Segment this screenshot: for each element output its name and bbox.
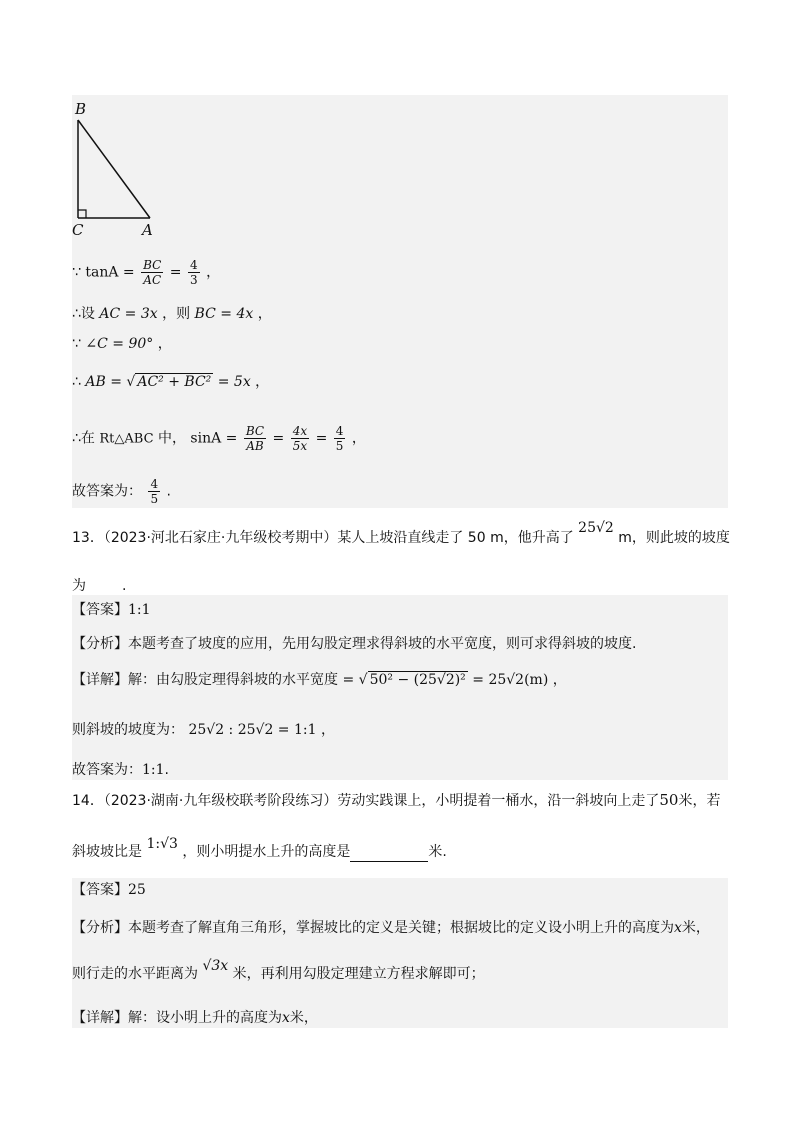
answer-blank[interactable] [86,579,122,596]
analysis-tag: 【分析】 [72,636,128,652]
answer-tag: 【答案】 [72,602,128,618]
height-value: 25√2 [578,520,614,536]
analysis-14-line2: 则行走的水平距离为 √3x 米，再利用勾股定理建立方程求解即可； [72,958,485,982]
question-13-line2: 为 . [72,578,127,594]
solution-panel-14 [72,878,728,1028]
answer-tag: 【答案】 [72,882,128,898]
question-text: （2023·湖南·九年级校联考阶段练习）劳动实践课上，小明提着一桶水，沿一斜坡向上走了 [103,793,660,809]
question-13: 13．（2023·河北石家庄·九年级校考期中）某人上坡沿直线走了 50 m，他升高了 25√2 m，则此坡的坡度 [72,520,730,546]
fraction-4-5: $\frac{4}{5}$ [150,477,159,506]
slope-value: 1:√3 [146,836,178,852]
detail-tag: 【详解】 [72,1010,128,1026]
right-triangle-figure [70,98,160,238]
final-13: 故答案为：1:1. [72,762,169,778]
expr-angle-c: ∠C = 90° [85,336,154,352]
detail-13: 【详解】解：由勾股定理得斜坡的水平宽度 = √ 50² − (25√2)² = 25√2(m) ， [72,672,567,688]
detail-14: 【详解】解：设小明上升的高度为x米， [72,1010,318,1026]
solution-line-ab: ∴ AB = √ AC² + BC² = 5x ， [72,374,270,390]
solution-line-sin: ∴在 Rt△ABC 中， sinA = $\frac{BC}{AB}$ = $\frac{4x}{5x}$ = $\frac{4}{5}$ ， [72,424,366,453]
solution-line-set-ac: ∴设 AC = 3x ，则 BC = 4x ， [72,306,272,322]
detail-tag: 【详解】 [72,672,128,688]
expr-bc: BC = 4x [194,306,254,322]
solution-line-tan: ∵ tanA = $\frac{BC}{AC}$ = $\frac{4}{3}$ ， [72,258,221,287]
answer-14: 【答案】25 [72,882,146,898]
fraction-bc-ac: $\frac{BC}{AC}$ [143,258,162,287]
question-number: 14． [72,793,104,809]
solution-line-angle-c: ∵ ∠C = 90° ， [72,336,172,352]
distance-value: 50 [659,791,679,809]
question-14: 14．（2023·湖南·九年级校联考阶段练习）劳动实践课上，小明提着一桶水，沿一斜坡向上走了50米，若 [72,791,721,809]
slope-ratio: 25√2 : 25√2 = 1:1 [188,722,317,738]
horizontal-distance-expr: √3x [202,958,229,974]
question-text: （2023·河北石家庄·九年级校考期中）某人上坡沿直线走了 50 m，他升高了 [103,530,574,546]
tan-expression: tanA = [85,264,135,281]
answer-13: 【答案】1:1 [72,602,151,618]
vertex-label-a: A [142,221,153,238]
ratio-13: 则斜坡的坡度为： 25√2 : 25√2 = 1:1 ， [72,722,335,738]
question-14-line2: 斜坡坡比是 1:√3 ，则小明提水上升的高度是 米. [72,836,447,860]
because-symbol: ∵ [72,264,81,281]
vertex-label-c: C [72,221,84,238]
vertex-label-b: B [75,100,87,118]
triangle-abc: Rt△ABC [99,431,154,447]
answer-blank[interactable] [350,845,428,862]
expr-ac: AC = 3x [99,306,158,322]
fraction-4-3: $\frac{4}{3}$ [189,258,198,287]
analysis-13: 【分析】本题考查了坡度的应用，先用勾股定理求得斜坡的水平宽度，则可求得斜坡的坡度. [72,636,637,652]
analysis-14: 【分析】本题考查了解直角三角形，掌握坡比的定义是关键；根据坡比的定义设小明上升的高度为x米， [72,920,710,936]
sqrt-width: 50² − (25√2)² [369,672,466,688]
solution-answer-12: 故答案为： $\frac{4}{5}$ . [72,477,171,506]
analysis-tag: 【分析】 [72,920,128,936]
sqrt-ac-bc: AC² + BC² [137,374,212,390]
question-number: 13． [72,530,104,546]
